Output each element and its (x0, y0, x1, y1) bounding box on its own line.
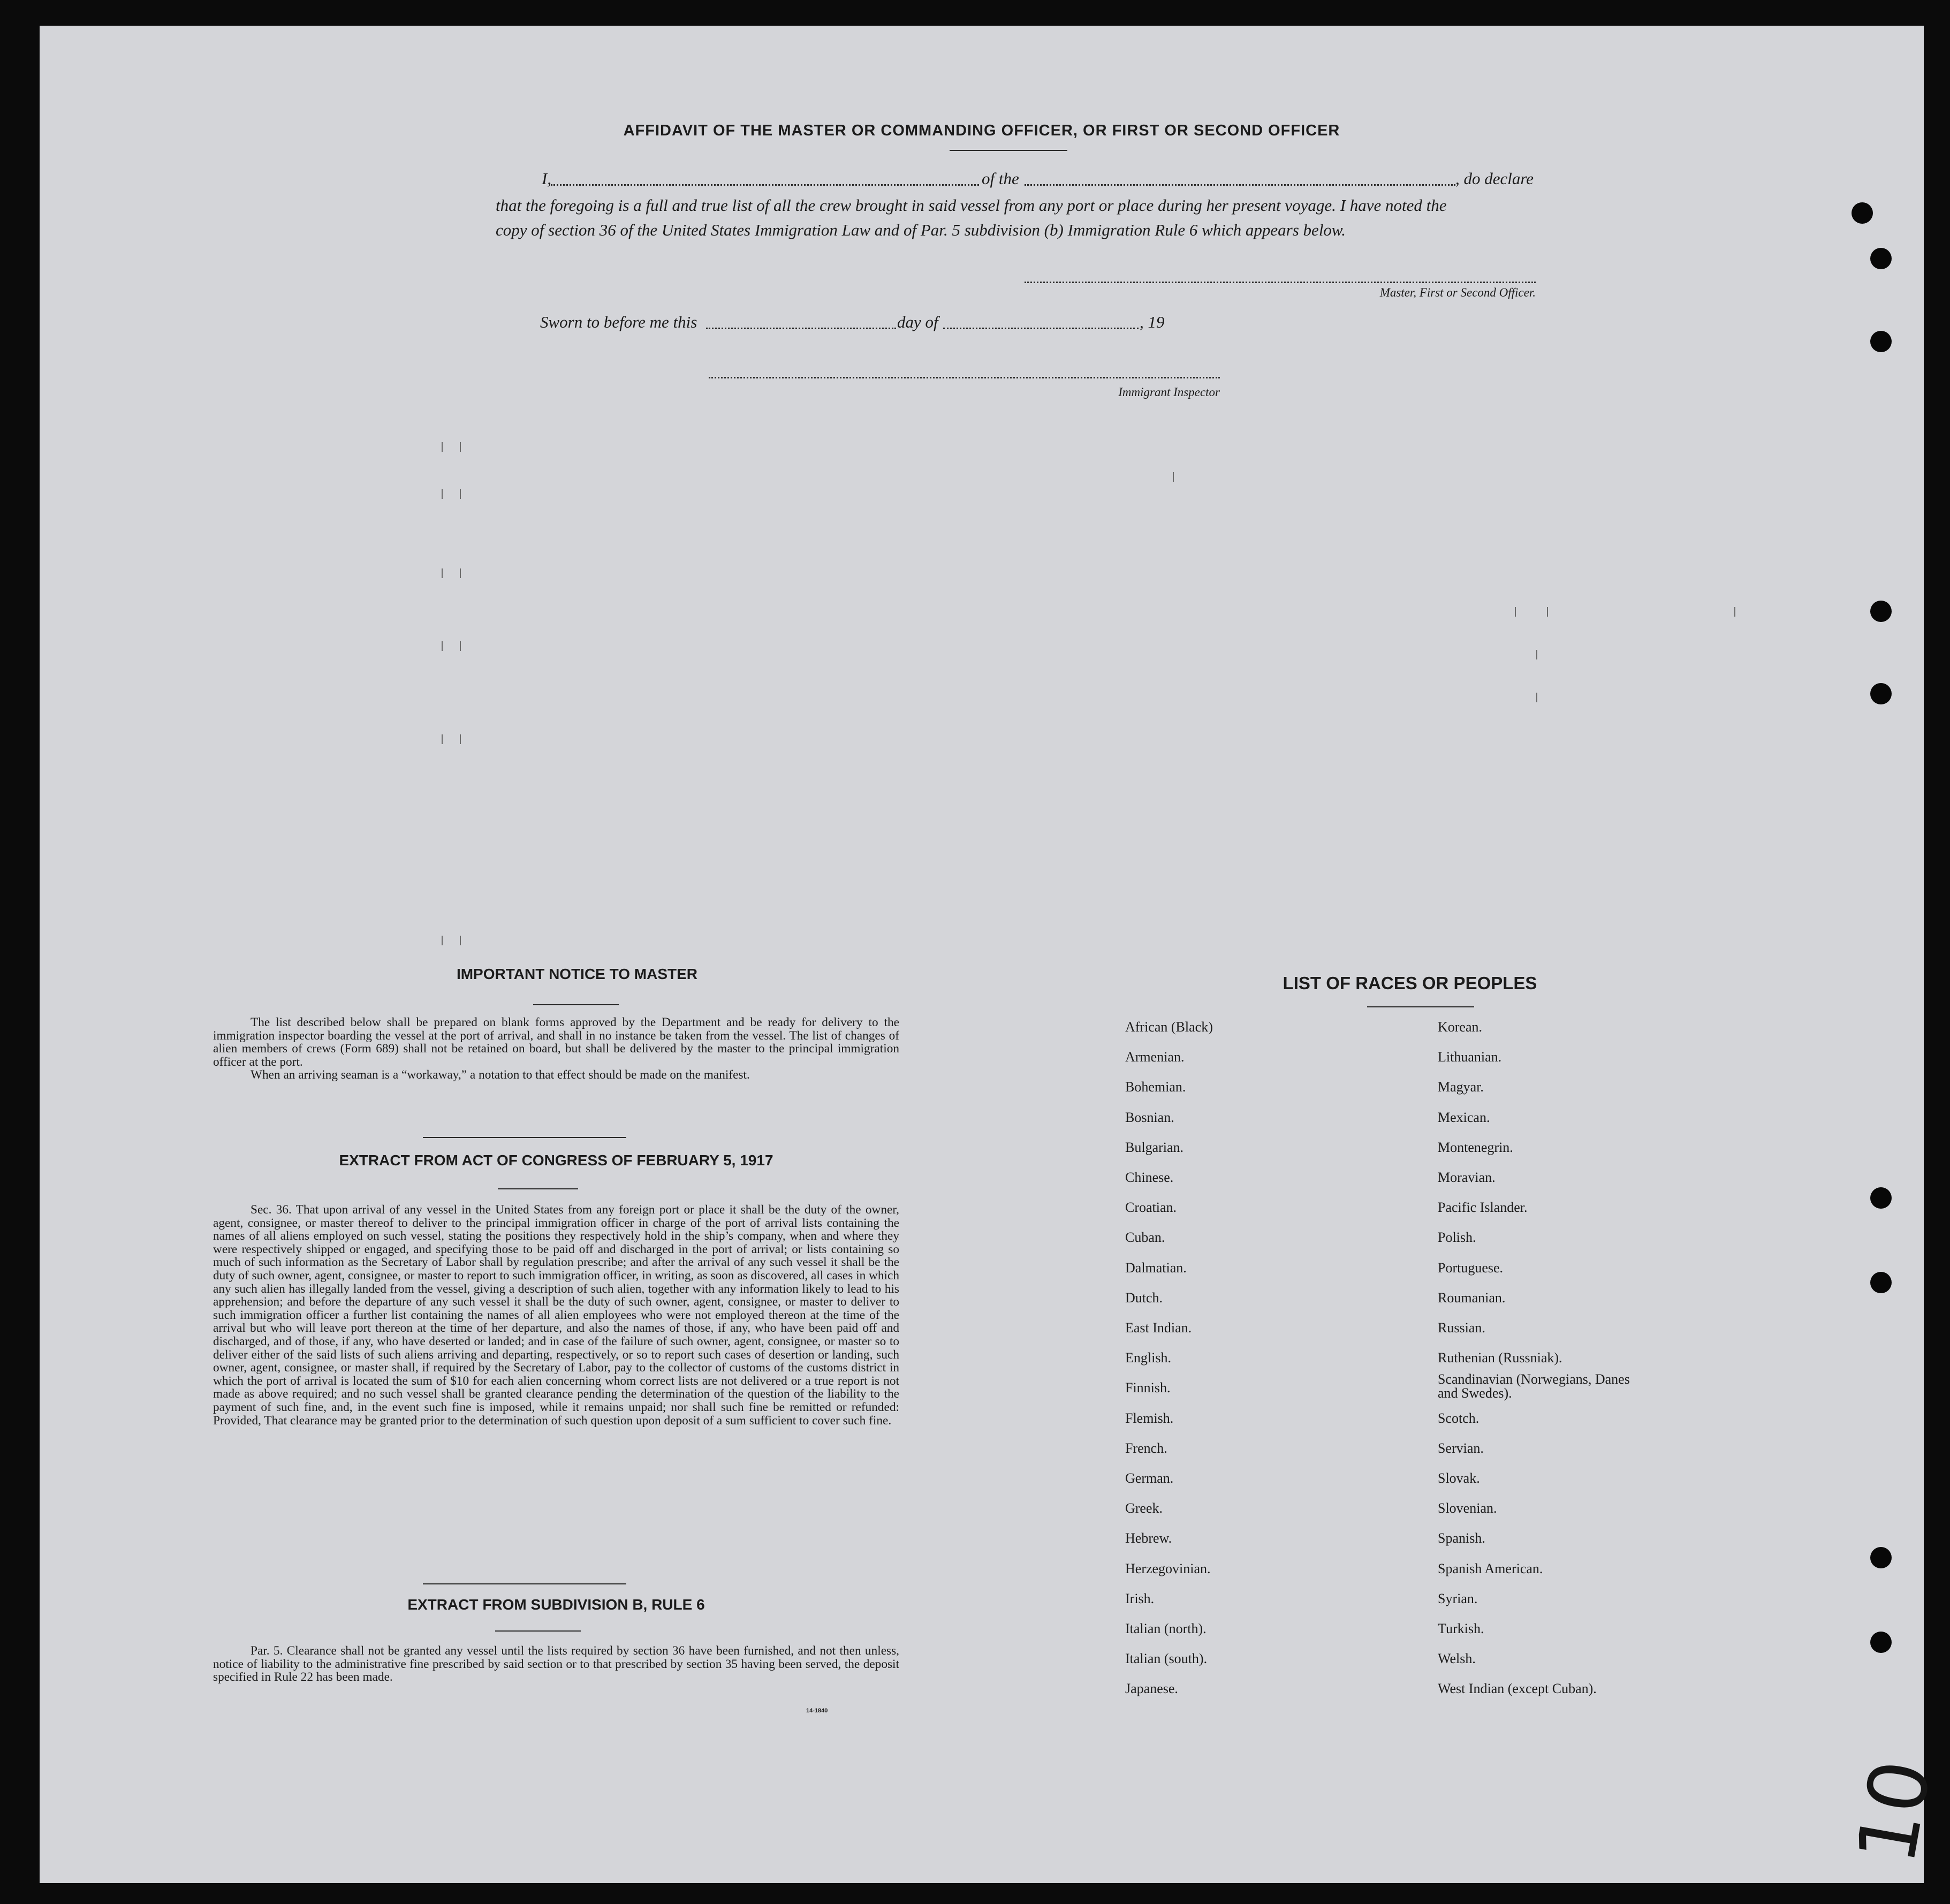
form-number: 14-1840 (806, 1708, 828, 1714)
punch-hole (1870, 331, 1892, 352)
race-item: Lithuanian. (1438, 1049, 1502, 1065)
race-item: Russian. (1438, 1320, 1485, 1336)
race-item: Bohemian. (1125, 1079, 1186, 1095)
sworn-day-blank[interactable] (706, 328, 896, 329)
race-item: Irish. (1125, 1590, 1155, 1606)
rule-divider (495, 1630, 581, 1632)
act-extract-body (213, 1203, 899, 1427)
punch-hole (1870, 601, 1892, 622)
affidavit-of-the: of the (982, 169, 1019, 188)
race-item: Bulgarian. (1125, 1139, 1184, 1155)
race-item: Servian. (1438, 1440, 1484, 1456)
races-divider (1367, 1006, 1474, 1007)
race-item: African (Black) (1125, 1019, 1213, 1035)
race-item: Welsh. (1438, 1651, 1476, 1667)
race-item: Mexican. (1438, 1109, 1490, 1125)
inspector-signature-line[interactable] (709, 377, 1220, 378)
bleed-mark (442, 936, 443, 945)
title-divider (950, 150, 1067, 151)
act-divider (498, 1188, 578, 1189)
rule-extract-body (213, 1644, 899, 1684)
sworn-label: Sworn to before me this (540, 313, 697, 331)
inspector-signature-label: Immigrant Inspector (1118, 385, 1220, 399)
year-prefix: , 19 (1140, 313, 1165, 331)
notice-divider (533, 1004, 619, 1005)
bleed-mark (460, 734, 461, 744)
race-item: East Indian. (1125, 1320, 1192, 1336)
section-36-text: Sec. 36. That upon arrival of any vessel in the United States from any foreign port or place it shall be the duty of the owner, agent, consignee, or master thereof to deliver to the principal immigration officer in charge of the port of arrival lists containing the names of all aliens employed on such vessel, stating the positions they respectively hold in the ship’s company, when and where they were respectively shipped or engaged, and specifying those to be paid off and discharged in the port of arrival; or lists containing so much of such information as the Secretary of Labor shall by regulation prescribe; and after the arrival of any such vessel it shall be the duty of such owner, agent, consignee, or master to report to such immigration officer, in writing, as soon as discovered, all cases in which any such alien has illegally landed from the vessel, giving a description of such alien, together with any information likely to lead to his apprehension; and before the departure of any such vessel it shall be the duty of such owner, agent, consignee, or master to deliver to such immigration officer a further list containing the names of all alien employees who were not employed thereon at the time of the arrival but who will leave port thereon at the time of her departure, and also the names of those, if any, who have been paid off and discharged, and of those, if any, who have deserted or landed; and in case of the failure of such owner, agent, consignee, or master so to deliver either of the said lists of such aliens arriving and departing, respectively, or so to report such cases of desertion or landing, such owner, agent, consignee, or master shall, if required by the Secretary of Labor, pay to the collector of customs of the customs district in which the port of arrival is located the sum of $10 for each alien concerning whom correct lists are not delivered or a true report is not made as above required; and no such vessel shall be granted clearance pending the determination of the question of the liability to the payment of such fine, and, in the event such fine is imposed, while it remains unpaid; nor shall such fine be remitted or refunded: Provided, That clearance may be granted prior to the determination of such question upon deposit of a sum sufficient to cover such fine. (213, 1203, 899, 1428)
race-item: Montenegrin. (1438, 1139, 1513, 1155)
bleed-mark (460, 568, 461, 578)
bleed-mark (1536, 650, 1537, 659)
race-item: Italian (south). (1125, 1651, 1208, 1667)
race-item: Scandinavian (Norwegians, Danes and Swedes). (1438, 1371, 1630, 1401)
race-item: Greek. (1125, 1500, 1163, 1516)
punch-hole (1870, 248, 1892, 269)
punch-hole (1870, 1547, 1892, 1568)
paragraph-5-text: Par. 5. Clearance shall not be granted any vessel until the lists required by section 36 have been furnished, and not then unless, notice of liability to the administrative fine prescribed by said section or to that prescribed by section 35 having been served, the deposit specified in Rule 22 has been made. (213, 1644, 899, 1685)
bleed-mark (442, 734, 443, 744)
race-item: Dalmatian. (1125, 1260, 1187, 1276)
race-item: Hebrew. (1125, 1530, 1172, 1546)
affidavit-title: AFFIDAVIT OF THE MASTER OR COMMANDING OFFICER, OR FIRST OR SECOND OFFICER (623, 122, 1340, 139)
race-item: Portuguese. (1438, 1260, 1504, 1276)
race-item: Chinese. (1125, 1170, 1174, 1185)
race-item: Scotch. (1438, 1410, 1479, 1426)
race-item: French. (1125, 1440, 1167, 1456)
affidavit-i-label: I, (542, 169, 552, 188)
race-item: Slovenian. (1438, 1500, 1497, 1516)
master-signature-label: Master, First or Second Officer. (1379, 286, 1536, 299)
act-extract-title: EXTRACT FROM ACT OF CONGRESS OF FEBRUARY 5, 1917 (339, 1152, 773, 1169)
section-divider (423, 1137, 626, 1138)
affidavit-do-declare: , do declare (1455, 169, 1534, 188)
race-item: Magyar. (1438, 1079, 1484, 1095)
affidavit-declaration-line-2: copy of section 36 of the United States Immigration Law and of Par. 5 subdivision (b) Immigration Rule 6 which appears below. (496, 221, 1346, 239)
affidavit-declaration-line-1: that the foregoing is a full and true list of all the crew brought in said vessel from any port or place during her present voyage. I have noted the (496, 196, 1447, 215)
bleed-mark (1547, 607, 1548, 617)
race-item: Flemish. (1125, 1410, 1174, 1426)
vessel-name-blank[interactable] (1025, 184, 1455, 186)
bleed-mark (1173, 472, 1174, 482)
race-item: Armenian. (1125, 1049, 1185, 1065)
race-item: Italian (north). (1125, 1621, 1207, 1636)
race-item: Finnish. (1125, 1380, 1171, 1396)
race-item: West Indian (except Cuban). (1438, 1681, 1597, 1697)
master-name-blank[interactable] (551, 184, 979, 186)
race-item: Korean. (1438, 1019, 1483, 1035)
bleed-mark (442, 489, 443, 499)
punch-hole (1870, 1187, 1892, 1209)
punch-hole (1870, 683, 1892, 704)
bleed-mark (1536, 693, 1537, 702)
race-item: Pacific Islander. (1438, 1200, 1528, 1216)
race-item: Polish. (1438, 1230, 1476, 1246)
bleed-mark (442, 568, 443, 578)
document-page (40, 26, 1949, 1883)
notice-paragraph-2: When an arriving seaman is a “workaway,” a notation to that effect should be made on the manifest. (251, 1068, 750, 1082)
punch-hole (1870, 1272, 1892, 1293)
bleed-mark (460, 489, 461, 499)
notice-paragraph-1: The list described below shall be prepared on blank forms approved by the Department and be ready for delivery to the immigration inspector boarding the vessel at the port of arrival, and shall in no instance be taken from the vessel. The list of changes of alien members of crews (Form 689) shall not be retained on board, but shall be delivered by the master to the principal immigration officer at the port. (213, 1015, 899, 1069)
race-item: Dutch. (1125, 1289, 1163, 1306)
rule-extract-title: EXTRACT FROM SUBDIVISION B, RULE 6 (407, 1596, 705, 1613)
race-item: Roumanian. (1438, 1289, 1506, 1306)
master-signature-line[interactable] (1025, 282, 1536, 283)
bleed-mark (460, 442, 461, 452)
race-item: German. (1125, 1470, 1174, 1486)
notice-title: IMPORTANT NOTICE TO MASTER (456, 966, 698, 982)
bleed-mark (1515, 607, 1516, 617)
race-item: Herzegovinian. (1125, 1560, 1211, 1576)
punch-hole (1870, 1632, 1892, 1653)
handwritten-page-number: 10 (1840, 1753, 1949, 1871)
race-item: Moravian. (1438, 1170, 1496, 1185)
race-item: Spanish American. (1438, 1560, 1543, 1576)
bleed-mark (1734, 607, 1735, 617)
race-item: Cuban. (1125, 1230, 1165, 1246)
races-title: LIST OF RACES OR PEOPLES (1283, 973, 1537, 993)
race-item: Slovak. (1438, 1470, 1480, 1486)
race-item: Japanese. (1125, 1681, 1178, 1697)
punch-hole (1852, 202, 1873, 224)
bleed-mark (442, 442, 443, 452)
race-item: English. (1125, 1350, 1171, 1366)
day-of-label: day of (897, 313, 938, 331)
bleed-mark (442, 641, 443, 651)
bleed-mark (460, 641, 461, 651)
race-item: Spanish. (1438, 1530, 1485, 1546)
notice-body (213, 1016, 899, 1082)
race-item: Syrian. (1438, 1590, 1478, 1606)
race-item: Turkish. (1438, 1621, 1484, 1636)
race-item: Bosnian. (1125, 1109, 1174, 1125)
section-divider (423, 1583, 626, 1584)
race-item: Ruthenian (Russniak). (1438, 1350, 1562, 1366)
race-item: Croatian. (1125, 1200, 1177, 1216)
sworn-month-blank[interactable] (943, 328, 1139, 329)
bleed-mark (460, 936, 461, 945)
